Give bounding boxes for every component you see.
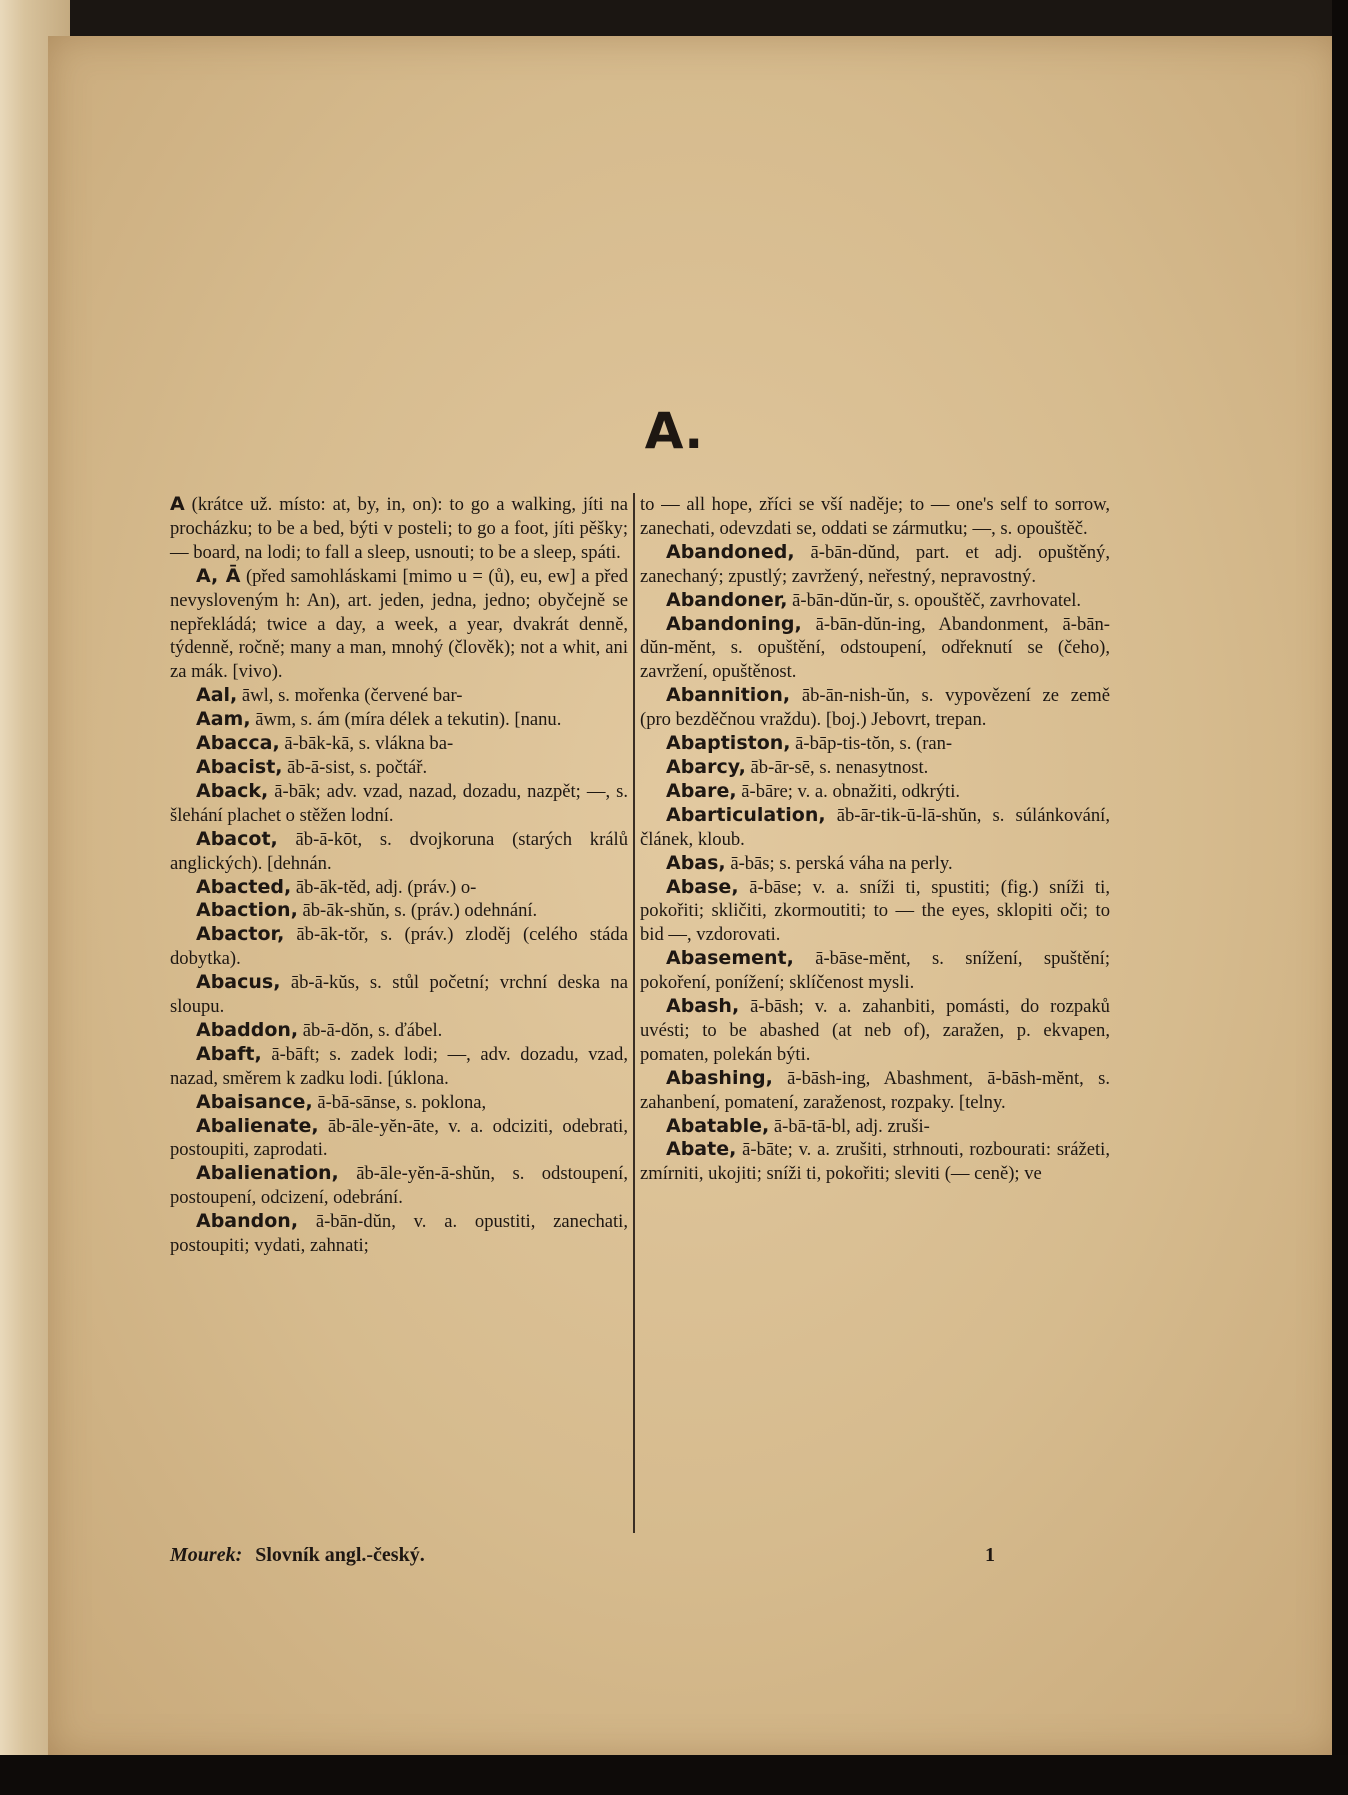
entry-text: āwl, s. mořenka (červené bar- — [241, 685, 463, 707]
section-letter-heading: A. — [644, 402, 704, 460]
headword: Abalienation, — [196, 1162, 339, 1185]
entry-text: āb-ār-tik-ū-lā-shŭn, s. súlánkování, článek, kloub. — [640, 804, 1110, 850]
entry-text: āb-āk-shŭn, s. (práv.) odehnání. — [302, 900, 538, 922]
fore-edge-shadow — [1332, 0, 1348, 1795]
entry-text: āb-ār-sē, s. nenasytnost. — [750, 756, 929, 778]
entry-text: ā-bāsh; v. a. zahanbiti, pomásti, do rozpaků uvésti; to be abashed (at neb of), zaražen, p. ekvapen, pomaten, polekán býti. — [640, 996, 1110, 1065]
right-column-entry — [640, 756, 1110, 780]
column-divider — [633, 493, 635, 1533]
entry-text: āb-āk-tĕd, adj. (práv.) o- — [295, 876, 477, 898]
left-column-entry — [170, 971, 628, 1019]
left-column-entry — [170, 780, 628, 828]
left-column-entry — [170, 876, 628, 900]
headword: Abaft, — [196, 1042, 262, 1065]
left-column-entry — [170, 1019, 628, 1043]
headword: Abandoning, — [666, 612, 802, 635]
headword: Abalienate, — [196, 1114, 319, 1137]
right-column-entry — [640, 995, 1110, 1067]
headword: Abandon, — [196, 1210, 299, 1233]
headword: Abacot, — [196, 827, 278, 850]
headword: Abase, — [666, 875, 739, 898]
left-column-entry — [170, 923, 628, 971]
headword: Abate, — [666, 1138, 737, 1161]
entry-text: ā-bān-dŭn-ing, Abandonment, ā-bān-dŭn-mĕnt, s. opuštění, odstoupení, odřeknutí se (čeho), zavržení, opuštěnost. — [640, 613, 1110, 683]
entry-text: āb-āle-yĕn-ā-shŭn, s. odstoupení, postoupení, odcizení, odebrání. — [170, 1163, 628, 1209]
headword: Abaddon, — [196, 1018, 299, 1041]
left-column — [170, 493, 628, 1258]
right-column — [640, 493, 1110, 1186]
left-column-entry — [170, 756, 628, 780]
headword: Abaction, — [196, 899, 298, 922]
right-column-entry — [640, 493, 1110, 541]
entry-text: āb-āk-tŏr, s. (práv.) zloděj (celého stáda dobytka). — [170, 924, 628, 970]
entry-text: āb-ā-kōt, s. dvojkoruna (starých králů anglických). [dehnán. — [170, 828, 628, 874]
entry-text: ā-bān-dŭn, v. a. opustiti, zanechati, postoupiti; vydati, zahnati; — [170, 1211, 628, 1257]
right-column-entry — [640, 589, 1110, 613]
entry-text: ā-bāk; adv. vzad, nazad, dozadu, nazpět; —, s. šlehání plachet o stěžen lodní. — [170, 780, 628, 826]
right-column-entry — [640, 804, 1110, 852]
footer-title: Slovník angl.-český. — [255, 1544, 425, 1566]
headword: A, Ā — [196, 564, 241, 587]
left-column-entry — [170, 899, 628, 923]
entry-text: ā-bāre; v. a. obnažiti, odkrýti. — [741, 780, 961, 802]
left-column-entry — [170, 493, 628, 565]
right-column-entry — [640, 1067, 1110, 1115]
entry-text: ā-bāp-tis-tŏn, s. (ran- — [795, 733, 953, 755]
headword: Abacist, — [196, 755, 283, 778]
headword: Abactor, — [196, 923, 285, 946]
entry-text: ā-bāk-kā, s. vlákna ba- — [284, 733, 454, 755]
left-column-entry — [170, 1043, 628, 1091]
right-column-entry — [640, 1115, 1110, 1139]
footer-author: Mourek: — [170, 1544, 243, 1566]
entry-text: (před samohláskami [mimo u = (ů), eu, ew] a před nevysloveným h: An), art. jeden, jedna, jedno; obyčejně se nepřekládá; twice a day, a week, a year, dvakrát denně, týdenně, ročně; many a man, mnohý (člověk); not a whit, ani za mák. [vivo). — [170, 565, 628, 683]
right-column-entry — [640, 947, 1110, 995]
left-column-entry — [170, 828, 628, 876]
right-column-entry — [640, 780, 1110, 804]
entry-text: to — all hope, zříci se vší naděje; to — one's self to sorrow, zanechati, odevzdati se, oddati se zármutku; —, s. opouštěč. — [640, 494, 1110, 539]
headword: A — [170, 493, 185, 515]
left-column-entry — [170, 565, 628, 685]
right-column-entry — [640, 876, 1110, 948]
entry-text: āb-ā-sist, s. počtář. — [287, 756, 428, 778]
entry-text: ā-bāsh-ing, Abashment, ā-bāsh-mĕnt, s. zahanbení, pomatení, zaraženost, rozpaky. [telny. — [640, 1067, 1110, 1113]
entry-text: ā-bān-dŭnd, part. et adj. opuštěný, zanechaný; zpustlý; zavržený, neřestný, nepravostný. — [640, 541, 1110, 587]
right-column-entry — [640, 852, 1110, 876]
headword: Abacted, — [196, 875, 292, 898]
entry-text: āwm, s. ám (míra délek a tekutin). [nanu. — [255, 709, 562, 731]
page-footer — [170, 1544, 1115, 1567]
entry-text: āb-ā-dŏn, s. ďábel. — [302, 1019, 443, 1041]
left-column-entry — [170, 1162, 628, 1210]
right-column-entry — [640, 1138, 1110, 1186]
headword: Aal, — [196, 684, 238, 707]
headword: Abatable, — [666, 1114, 770, 1137]
entry-text: ā-bā-tā-bl, adj. zruši- — [773, 1115, 930, 1137]
entry-text: ā-bā-sānse, s. poklona, — [317, 1091, 487, 1113]
left-column-entry — [170, 684, 628, 708]
bottom-shadow — [0, 1755, 1348, 1795]
headword: Abare, — [666, 779, 737, 802]
headword: Abaptiston, — [666, 732, 791, 755]
headword: Aback, — [196, 779, 269, 802]
entry-text: āb-āle-yĕn-āte, v. a. odciziti, odebrati, postoupiti, zaprodati. — [170, 1115, 628, 1161]
entry-text: āb-ān-nish-ŭn, s. vypovězení ze země (pro bezděčnou vraždu). [boj.) Jebovrt, trepan. — [640, 685, 1110, 731]
right-column-entry — [640, 613, 1110, 685]
right-column-entry — [640, 541, 1110, 589]
headword: Abacca, — [196, 732, 280, 755]
headword: Abandoned, — [666, 540, 795, 563]
headword: Abasement, — [666, 947, 794, 970]
headword: Abarcy, — [666, 755, 746, 778]
entry-text: (krátce už. místo: at, by, in, on): to go a walking, jíti na procházku; to be a bed, býti v posteli; to go a foot, jíti pěšky; — board, na lodi; to fall a sleep, usnouti; to be a sleep, spáti. — [170, 494, 628, 563]
headword: Abas, — [666, 851, 726, 874]
headword: Abaisance, — [196, 1090, 313, 1113]
entry-text: ā-bāft; s. zadek lodi; —, adv. dozadu, vzad, nazad, směrem k zadku lodi. [úklona. — [170, 1043, 628, 1089]
entry-text: ā-bās; s. perská váha na perly. — [730, 852, 953, 874]
page-number: 1 — [985, 1544, 995, 1566]
right-column-entry — [640, 684, 1110, 732]
entry-text: ā-bāse; v. a. sníži ti, spustiti; (fig.) sníži ti, pokořiti; skličiti, zkormoutiti; to — the eyes, sklopiti oči; to bid —, vzdorovati. — [640, 876, 1110, 946]
entry-text: ā-bāte; v. a. zrušiti, strhnouti, rozbourati: srážeti, zmírniti, ukojiti; sníži ti, pokořiti; sleviti (— ceně); ve — [640, 1139, 1110, 1185]
headword: Aam, — [196, 708, 251, 731]
entry-text: āb-ā-kŭs, s. stůl početní; vrchní deska na sloupu. — [170, 972, 628, 1018]
left-column-entry — [170, 1115, 628, 1163]
headword: Abannition, — [666, 684, 791, 707]
left-column-entry — [170, 1210, 628, 1258]
headword: Abashing, — [666, 1066, 773, 1089]
right-column-entry — [640, 732, 1110, 756]
headword: Abandoner, — [666, 588, 788, 611]
left-column-entry — [170, 732, 628, 756]
headword: Abacus, — [196, 971, 281, 994]
left-column-entry — [170, 708, 628, 732]
entry-text: ā-bāse-mĕnt, s. snížení, spuštění; pokoření, ponížení; sklíčenost mysli. — [640, 948, 1110, 994]
headword: Abash, — [666, 995, 740, 1018]
headword: Abarticulation, — [666, 803, 826, 826]
left-column-entry — [170, 1091, 628, 1115]
entry-text: ā-bān-dŭn-ŭr, s. opouštěč, zavrhovatel. — [792, 589, 1082, 611]
